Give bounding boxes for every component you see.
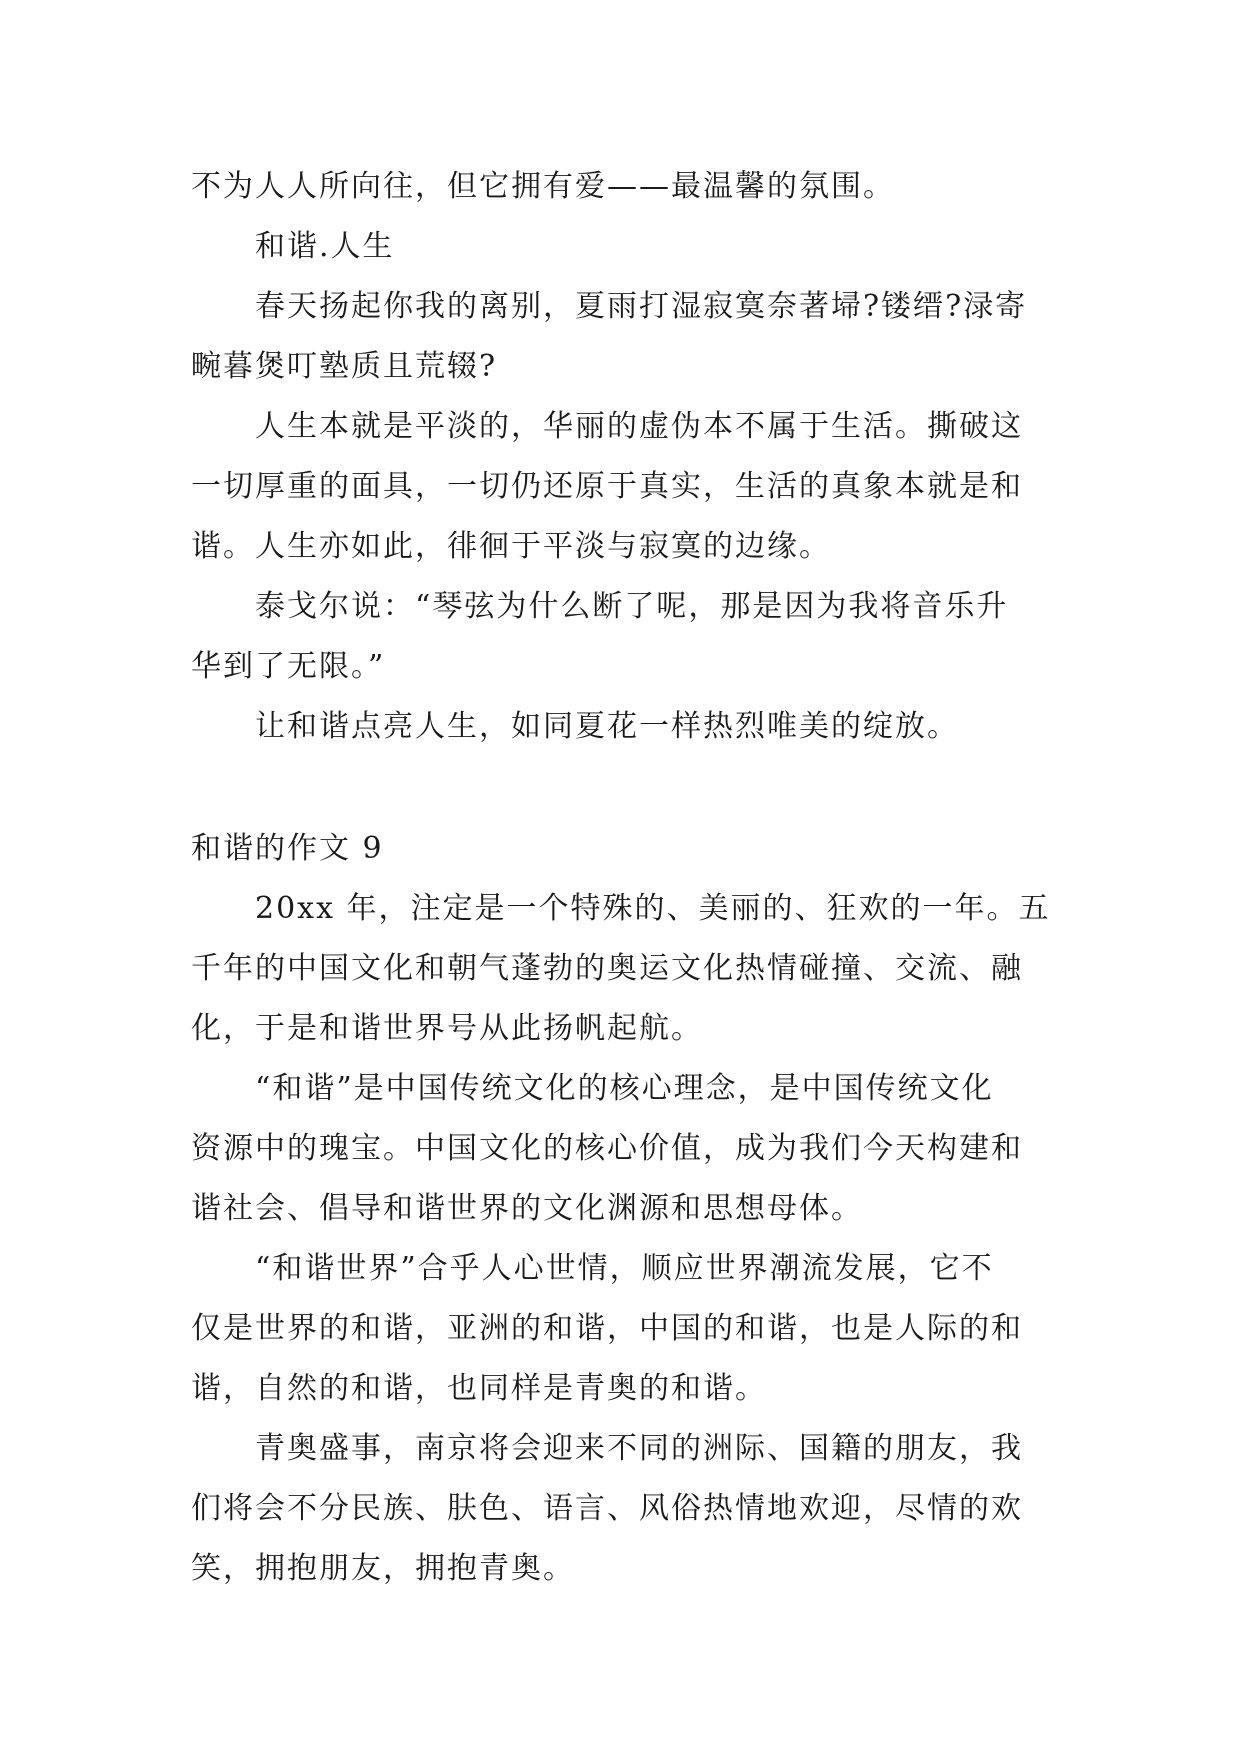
text-line: 不为人人所向往，但它拥有爱——最温馨的氛围。 <box>191 169 895 204</box>
section-gap <box>191 757 1053 819</box>
text-line: 人生本就是平淡的，华丽的虚伪本不属于生活。撕破这 <box>255 409 1023 444</box>
text-line: 一切厚重的面具，一切仍还原于真实，生活的真象本就是和 <box>191 469 1023 504</box>
text-line: 泰戈尔说：“琴弦为什么断了呢，那是因为我将音乐升 <box>255 589 1009 624</box>
text-line: “和谐世界”合乎人心世情，顺应世界潮流发展，它不 <box>255 1251 994 1286</box>
text-line: 们将会不分民族、肤色、语言、风俗热情地欢迎，尽情的欢 <box>191 1491 1023 1526</box>
text-line: 谐。人生亦如此，徘徊于平淡与寂寞的边缘。 <box>191 529 831 564</box>
text-line: 青奥盛事，南京将会迎来不同的洲际、国籍的朋友，我 <box>255 1431 1023 1466</box>
text-line: 春天扬起你我的离别，夏雨打湿寂寞奈著埽?镂缙?渌寄 <box>255 289 1028 324</box>
text-line: 20xx 年，注定是一个特殊的、美丽的、狂欢的一年。五 <box>255 891 1051 926</box>
text-line: 化，于是和谐世界号从此扬帆起航。 <box>191 1011 703 1046</box>
text-line: “和谐”是中国传统文化的核心理念，是中国传统文化 <box>255 1071 994 1106</box>
text-line: 谐，自然的和谐，也同样是青奥的和谐。 <box>191 1371 767 1406</box>
section-heading: 和谐的作文 9 <box>191 831 384 866</box>
text-line: 畹暮煲叮塾质且荒辍? <box>191 349 498 384</box>
text-line: 仅是世界的和谐，亚洲的和谐，中国的和谐，也是人际的和 <box>191 1311 1023 1346</box>
text-line: 笑，拥抱朋友，拥抱青奥。 <box>191 1551 575 1586</box>
document-body <box>191 157 1053 1599</box>
text-line: 千年的中国文化和朝气蓬勃的奥运文化热情碰撞、交流、融 <box>191 951 1023 986</box>
text-line: 华到了无限。” <box>191 649 386 684</box>
text-line: 让和谐点亮人生，如同夏花一样热烈唯美的绽放。 <box>255 709 959 744</box>
subheading: 和谐.人生 <box>255 229 395 264</box>
text-line: 谐社会、倡导和谐世界的文化渊源和思想母体。 <box>191 1191 863 1226</box>
text-line: 资源中的瑰宝。中国文化的核心价值，成为我们今天构建和 <box>191 1131 1023 1166</box>
